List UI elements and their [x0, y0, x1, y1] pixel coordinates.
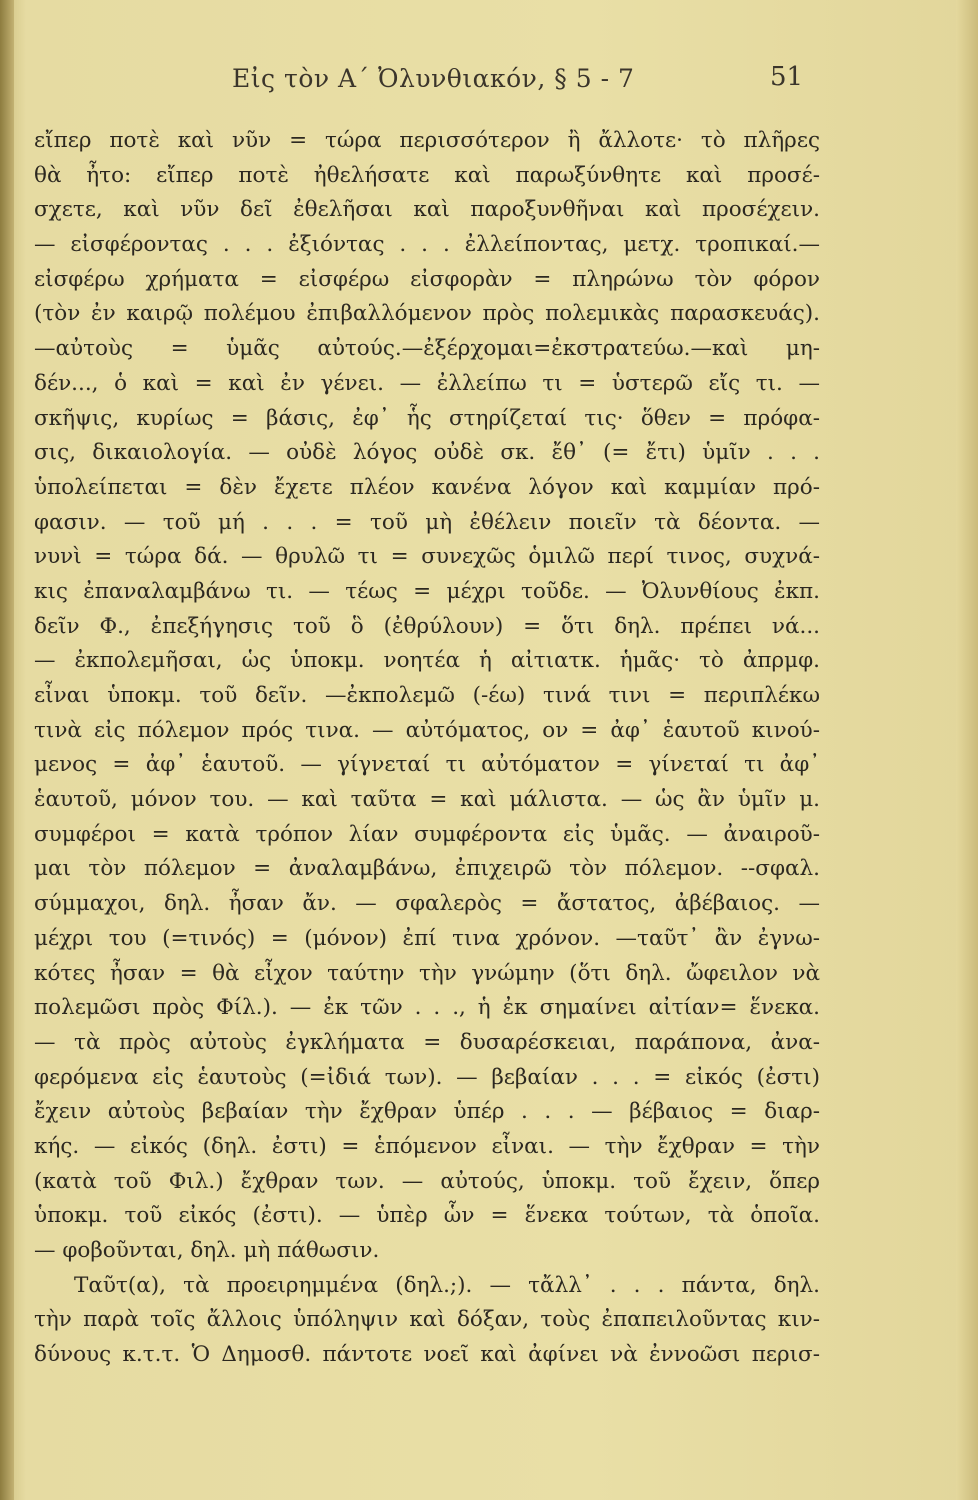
- text-line: (κατὰ τοῦ Φιλ.) ἔχθραν των. — αὐτούς, ὑποκμ. τοῦ ἔχειν, ὅπερ: [34, 1168, 820, 1194]
- text-line: εἶναι ὑποκμ. τοῦ δεῖν. —ἐκπολεμῶ (-έω) τινά τινι = περιπλέκω: [34, 683, 820, 708]
- text-line: — ἐκπολεμῆσαι, ὡς ὑποκμ. νοητέα ἡ αἰτιατκ. ἡμᾶς· τὸ ἀπρμφ.: [34, 648, 820, 674]
- text-line: — φοβοῦνται, δηλ. μὴ πάθωσιν.: [34, 1238, 380, 1263]
- text-line: — τὰ πρὸς αὐτοὺς ἐγκλήματα = δυσαρέσκειαι, παράπονα, ἀνα-: [34, 1029, 820, 1055]
- page-header: [0, 58, 978, 104]
- page-left-edge: [0, 0, 14, 1500]
- text-line: μαι τὸν πόλεμον = ἀναλαμβάνω, ἐπιχειρῶ τὸν πόλεμον. --σφαλ.: [34, 856, 820, 882]
- text-line: μέχρι του (=τινός) = (μόνον) ἐπί τινα χρόνον. —ταῦτ᾽ ἂν ἐγνω-: [34, 925, 820, 951]
- text-line: εἰσφέρω χρήματα = εἰσφέρω εἰσφορὰν = πληρώνω τὸν φόρον: [34, 266, 820, 292]
- text-line: φασιν. — τοῦ μή . . . = τοῦ μὴ ἐθέλειν ποιεῖν τὰ δέοντα. —: [34, 509, 820, 535]
- commentary-text: [34, 124, 820, 1373]
- text-line: τὴν παρὰ τοῖς ἄλλοις ὑπόληψιν καὶ δόξαν, τοὺς ἐπαπειλοῦντας κιν-: [34, 1307, 820, 1333]
- text-line: πολεμῶσι πρὸς Φίλ.). — ἐκ τῶν . . ., ἡ ἐκ σημαίνει αἰτίαν= ἕνεκα.: [34, 995, 820, 1021]
- text-line: σκῆψις, κυρίως = βάσις, ἐφ᾽ ἧς στηρίζεταί τις· ὅθεν = πρόφα-: [34, 405, 820, 431]
- paragraph-first-line: Ταῦτ(α), τὰ προειρημμένα (δηλ.;). — τἄλλ᾽ . . . πάντα, δηλ.: [74, 1272, 820, 1298]
- text-line: ἑαυτοῦ, μόνον του. — καὶ ταῦτα = καὶ μάλιστα. — ὡς ἂν ὑμῖν μ.: [34, 787, 820, 813]
- text-line: συμφέροι = κατὰ τρόπον λίαν συμφέροντα εἰς ὑμᾶς. — ἀναιροῦ-: [34, 821, 820, 847]
- text-line: σις, δικαιολογία. — οὐδὲ λόγος οὐδὲ σκ. ἔθ᾽ (= ἔτι) ὑμῖν . . .: [34, 440, 820, 466]
- text-line: —αὐτοὺς = ὑμᾶς αὐτούς.—ἐξέρχομαι=ἐκστρατεύω.—καὶ μη-: [34, 336, 820, 362]
- text-line: νυνὶ = τώρα δά. — θρυλῶ τι = συνεχῶς ὁμιλῶ περί τινος, συχνά-: [34, 544, 820, 570]
- text-line: κότες ἦσαν = θὰ εἶχον ταύτην τὴν γνώμην (ὅτι δηλ. ὤφειλον νὰ: [34, 960, 820, 986]
- running-head: Εἰς τὸν Α΄ Ὀλυνθιακόν, § 5 - 7: [232, 64, 635, 93]
- page-right-edge: [956, 0, 978, 1500]
- text-line: κις ἐπαναλαμβάνω τι. — τέως = μέχρι τοῦδε. — Ὀλυνθίους ἐκπ.: [34, 578, 820, 604]
- text-line: μενος = ἀφ᾽ ἑαυτοῦ. — γίγνεταί τι αὐτόματον = γίνεταί τι ἀφ᾽: [34, 752, 820, 778]
- text-line: κής. — εἰκός (δηλ. ἐστι) = ἑπόμενον εἶναι. — τὴν ἔχθραν = τὴν: [34, 1133, 820, 1159]
- text-line: δύνους κ.τ.τ. Ὁ Δημοσθ. πάντοτε νοεῖ καὶ ἀφίνει νὰ ἐννοῶσι περισ-: [34, 1342, 820, 1368]
- text-line: ὑποκμ. τοῦ εἰκός (ἐστι). — ὑπὲρ ὧν = ἕνεκα τούτων, τὰ ὁποῖα.: [34, 1203, 820, 1229]
- text-line: ἔχειν αὐτοὺς βεβαίαν τὴν ἔχθραν ὑπέρ . . . — βέβαιος = διαρ-: [34, 1099, 820, 1125]
- text-line: εἴπερ ποτὲ καὶ νῦν = τώρα περισσότερον ἢ ἄλλοτε· τὸ πλῆρες: [34, 128, 820, 153]
- text-line: φερόμενα εἰς ἑαυτοὺς (=ἰδιά των). — βεβαίαν . . . = εἰκός (ἐστι): [34, 1064, 820, 1090]
- text-line: σχετε, καὶ νῦν δεῖ ἐθελῆσαι καὶ παροξυνθῆναι καὶ προσέχειν.: [34, 197, 820, 223]
- text-line: θὰ ἦτο: εἴπερ ποτὲ ἠθελήσατε καὶ παρωξύνθητε καὶ προσέ-: [34, 162, 820, 188]
- page-number: 51: [770, 62, 804, 92]
- text-line: δέν..., ὁ καὶ = καὶ ἐν γένει. — ἐλλείπω τι = ὑστερῶ εἴς τι. —: [34, 370, 820, 396]
- text-line: τινὰ εἰς πόλεμον πρός τινα. — αὐτόματος, ον = ἀφ᾽ ἑαυτοῦ κινού-: [34, 717, 820, 743]
- text-line: σύμμαχοι, δηλ. ἦσαν ἄν. — σφαλερὸς = ἄστατος, ἀβέβαιος. —: [34, 891, 820, 917]
- text-line: (τὸν ἐν καιρῷ πολέμου ἐπιβαλλόμενον πρὸς πολεμικὰς παρασκευάς).: [34, 301, 820, 327]
- text-line: δεῖν Φ., ἐπεξήγησις τοῦ ὃ (ἐθρύλουν) = ὅτι δηλ. πρέπει νά...: [34, 613, 820, 639]
- text-line: ὑπολείπεται = δὲν ἔχετε πλέον κανένα λόγον καὶ καμμίαν πρό-: [34, 474, 820, 500]
- text-line: — εἰσφέροντας . . . ἐξιόντας . . . ἐλλείποντας, μετχ. τροπικαί.—: [34, 232, 820, 258]
